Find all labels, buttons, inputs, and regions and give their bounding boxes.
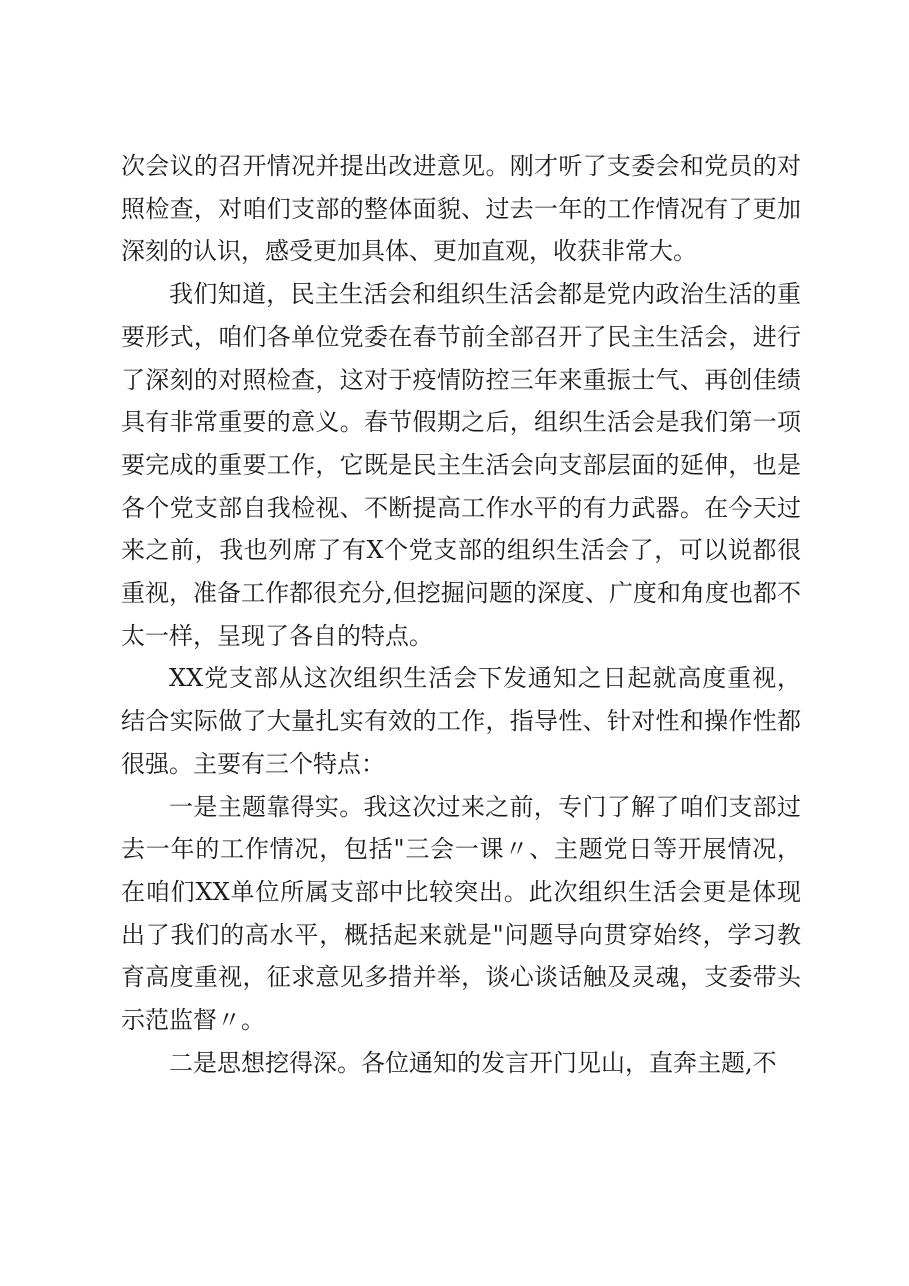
paragraph-point-one: 一是主题靠得实。我这次过来之前，专门了解了咱们支部过去一年的工作情况，包括"三会一课〃、主题党日等开展情况，在咱们XX单位所属支部中比较突出。此次组织生活会更是体现出了我们的高水平，概括起来就是"问题导向贯穿始终，学习教育高度重视，征求意见多措并举，谈心谈话触及灵魂，支委带头示范监督〃。 — [121, 792, 801, 1035]
paragraph-point-two: 二是思想挖得深。各位通知的发言开门见山，直奔主题,不 — [169, 1048, 777, 1077]
paragraph-continuation: 次会议的召开情况并提出改进意见。刚才听了支委会和党员的对照检查，对咱们支部的整体面貌、过去一年的工作情况有了更加深刻的认识，感受更加具体、更加直观，收获非常大。 — [121, 152, 801, 266]
document-body — [121, 145, 801, 1084]
paragraph-branch-overview: XX党支部从这次组织生活会下发通知之日起就高度重视，结合实际做了大量扎实有效的工作，指导性、针对性和操作性都很强。主要有三个特点： — [121, 664, 801, 778]
paragraph-democratic-life-meeting: 我们知道，民主生活会和组织生活会都是党内政治生活的重要形式，咱们各单位党委在春节前全部召开了民主生活会，进行了深刻的对照检查，这对于疫情防控三年来重振士气、再创佳绩具有非常重要的意义。春节假期之后，组织生活会是我们第一项要完成的重要工作，它既是民主生活会向支部层面的延伸，也是各个党支部自我检视、不断提高工作水平的有力武器。在今天过来之前，我也列席了有X个党支部的组织生活会了，可以说都很重视，准备工作都很充分,但挖掘问题的深度、广度和角度也都不太一样，呈现了各自的特点。 — [121, 280, 801, 650]
